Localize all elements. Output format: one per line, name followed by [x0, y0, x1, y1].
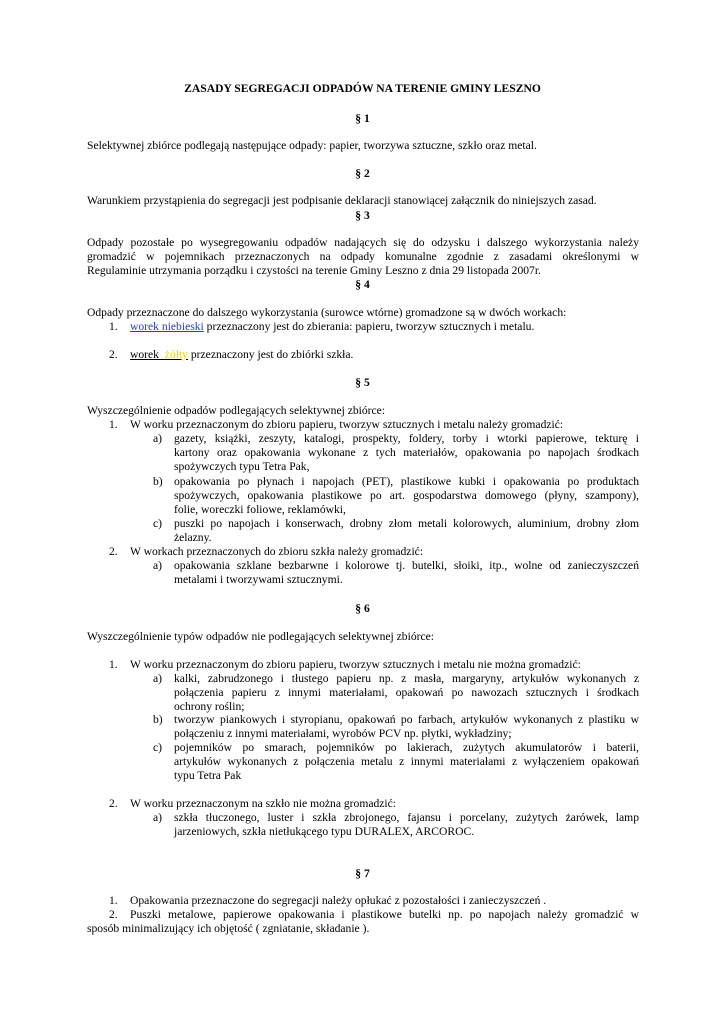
list-item	[87, 348, 639, 363]
list-text: W worku przeznaczonym do zbioru papieru, tworzyw sztucznych i metalu nie można gromadzić:	[130, 658, 581, 671]
sub-list-text: puszki po napojach i konserwach, drobny złom metali kolorowych, aluminium, drobny złom żelazny.	[174, 517, 639, 545]
list-number: 2.	[109, 348, 118, 361]
list-text	[130, 348, 639, 362]
yellow-color-word: żółty	[164, 348, 188, 361]
sub-list-letter: b)	[153, 713, 163, 726]
list-number: 2.	[109, 908, 118, 921]
list-number: 1.	[109, 658, 118, 671]
list-number: 1.	[109, 320, 118, 333]
sub-list-text: gazety, książki, zeszyty, katalogi, prospekty, foldery, torby i wtorki papierowe, tekturę i kartony oraz opakowania wykonane z tych materiałów, opakowania po napojach środkach spożywczych typu Tetra Pak,	[174, 432, 639, 474]
section-1-heading: § 1	[355, 112, 370, 125]
bag-description: przeznaczony jest do zbiórki szkła.	[190, 348, 354, 361]
list-item	[87, 320, 639, 335]
list-item	[87, 894, 639, 909]
section-4-intro: Odpady przeznaczone do dalszego wykorzystania (surowce wtórne) gromadzone są w dwóch workach:	[87, 306, 567, 319]
list-number: 2.	[109, 545, 118, 558]
list-item	[87, 545, 639, 560]
sub-list-text: tworzyw piankowych i styropianu, opakowań po farbach, artykułów wykonanych z plastiku w połączeniu z innymi materiałami, wyrobów PCV np. płytki, wykładziny;	[174, 713, 639, 741]
sub-list-letter: a)	[153, 432, 163, 445]
sub-list-text: szkła tłuczonego, luster i szkła zbrojonego, fajansu i porcelany, zużytych żarówek, lamp jarzeniowych, szkła nietłukącego typu DURALEX, ARCOROC.	[174, 811, 639, 839]
sub-list-letter: a)	[153, 559, 163, 572]
sub-list-letter: a)	[153, 672, 163, 685]
section-3-paragraph	[87, 236, 639, 279]
section-2-heading: § 2	[355, 167, 370, 180]
bag-word: worek niebieski	[130, 320, 204, 333]
list-item	[87, 418, 639, 433]
section-5-intro: Wyszczególnienie odpadów podlegających selektywnej zbiórce:	[87, 404, 386, 417]
section-6-heading: § 6	[355, 602, 370, 615]
list-text: W workach przeznaczonych do zbioru szkła należy gromadzić:	[130, 545, 424, 558]
sub-list-item	[145, 517, 639, 546]
bag-description: przeznaczony jest do zbierania: papieru, tworzyw sztucznych i metalu.	[206, 320, 535, 333]
section-6-intro: Wyszczególnienie typów odpadów nie podlegających selektywnej zbiórce:	[87, 630, 434, 643]
paragraph-line: gromadzić w pojemnikach przeznaczonych na odpady komunalne zgodnie z zasadami określonymi w	[87, 250, 639, 264]
sub-list-text: opakowania po płynach i napojach (PET), plastikowe kubki i opakowania po produktach spożywczych, opakowania plastikowe po art. gospodarstwa domowego (płyny, szampony), folie, woreczki foliowe, reklamówki,	[174, 475, 639, 517]
section-5-heading: § 5	[355, 376, 370, 389]
sub-list-item	[145, 432, 639, 475]
list-item	[87, 797, 639, 812]
sub-list-letter: c)	[153, 517, 163, 530]
section-7-heading: § 7	[355, 867, 370, 880]
document-title: ZASADY SEGREGACJI ODPADÓW NA TERENIE GMINY LESZNO	[184, 82, 541, 95]
list-item	[87, 908, 639, 937]
list-number: 1.	[109, 894, 118, 907]
sub-list-item	[145, 741, 639, 784]
sub-list-item	[145, 559, 639, 588]
sub-list-item	[145, 672, 639, 715]
list-text: W worku przeznaczonym na szkło nie można gromadzić:	[130, 797, 397, 810]
section-1-text: Selektywnej zbiórce podlegają następujące odpady: papier, tworzywa sztuczne, szkło oraz metal.	[87, 139, 537, 152]
paragraph-line: Regulaminie utrzymania porządku i czystości na terenie Gminy Leszno z dnia 29 listopada 2007r.	[87, 264, 541, 278]
section-2-text: Warunkiem przystąpienia do segregacji jest podpisanie deklaracji stanowiącej załącznik do niniejszych zasad.	[87, 194, 597, 207]
sub-list-letter: a)	[153, 811, 163, 824]
list-number: 1.	[109, 418, 118, 431]
list-text: Opakowania przeznaczone do segregacji należy opłukać z pozostałości i zanieczyszczeń .	[130, 894, 547, 907]
list-text: Puszki metalowe, papierowe opakowania i plastikowe butelki np. po napojach należy gromadzić w sposób minimalizujący ich objętość ( zgniatanie, składanie ).	[87, 908, 639, 936]
section-3-heading: § 3	[355, 209, 370, 222]
sub-list-item	[145, 713, 639, 742]
sub-list-item	[145, 811, 639, 840]
bag-word: worek żółty	[130, 348, 188, 361]
sub-list-text: pojemników po smarach, pojemników po lakierach, zużytych akumulatorów i baterii, artykułów wykonanych z połączenia metalu z innymi materiałami z wyłączeniem opakowań typu Tetra Pak	[174, 741, 639, 783]
sub-list-letter: b)	[153, 475, 163, 488]
list-text	[130, 320, 639, 334]
section-4-heading: § 4	[355, 278, 370, 291]
paragraph-line: Odpady pozostałe po wysegregowaniu odpadów nadających się do odzysku i dalszego wykorzystania należy	[87, 236, 639, 249]
sub-list-item	[145, 475, 639, 518]
blue-color-word: niebieski	[161, 320, 204, 333]
sub-list-letter: c)	[153, 741, 163, 754]
list-item	[87, 658, 639, 673]
list-text: W worku przeznaczonym do zbioru papieru, tworzyw sztucznych i metalu należy gromadzić:	[130, 418, 564, 431]
sub-list-text: kalki, zabrudzonego i tłustego papieru np. z masła, margaryny, artykułów wykonanych z połączenia papieru z innymi materiałami, opakowań po nawozach sztucznych i środkach ochrony roślin;	[174, 672, 639, 714]
sub-list-text: opakowania szklane bezbarwne i kolorowe tj. butelki, słoiki, itp., wolne od zanieczyszczeń metalami i tworzywami sztucznymi.	[174, 559, 639, 587]
list-number: 2.	[109, 797, 118, 810]
